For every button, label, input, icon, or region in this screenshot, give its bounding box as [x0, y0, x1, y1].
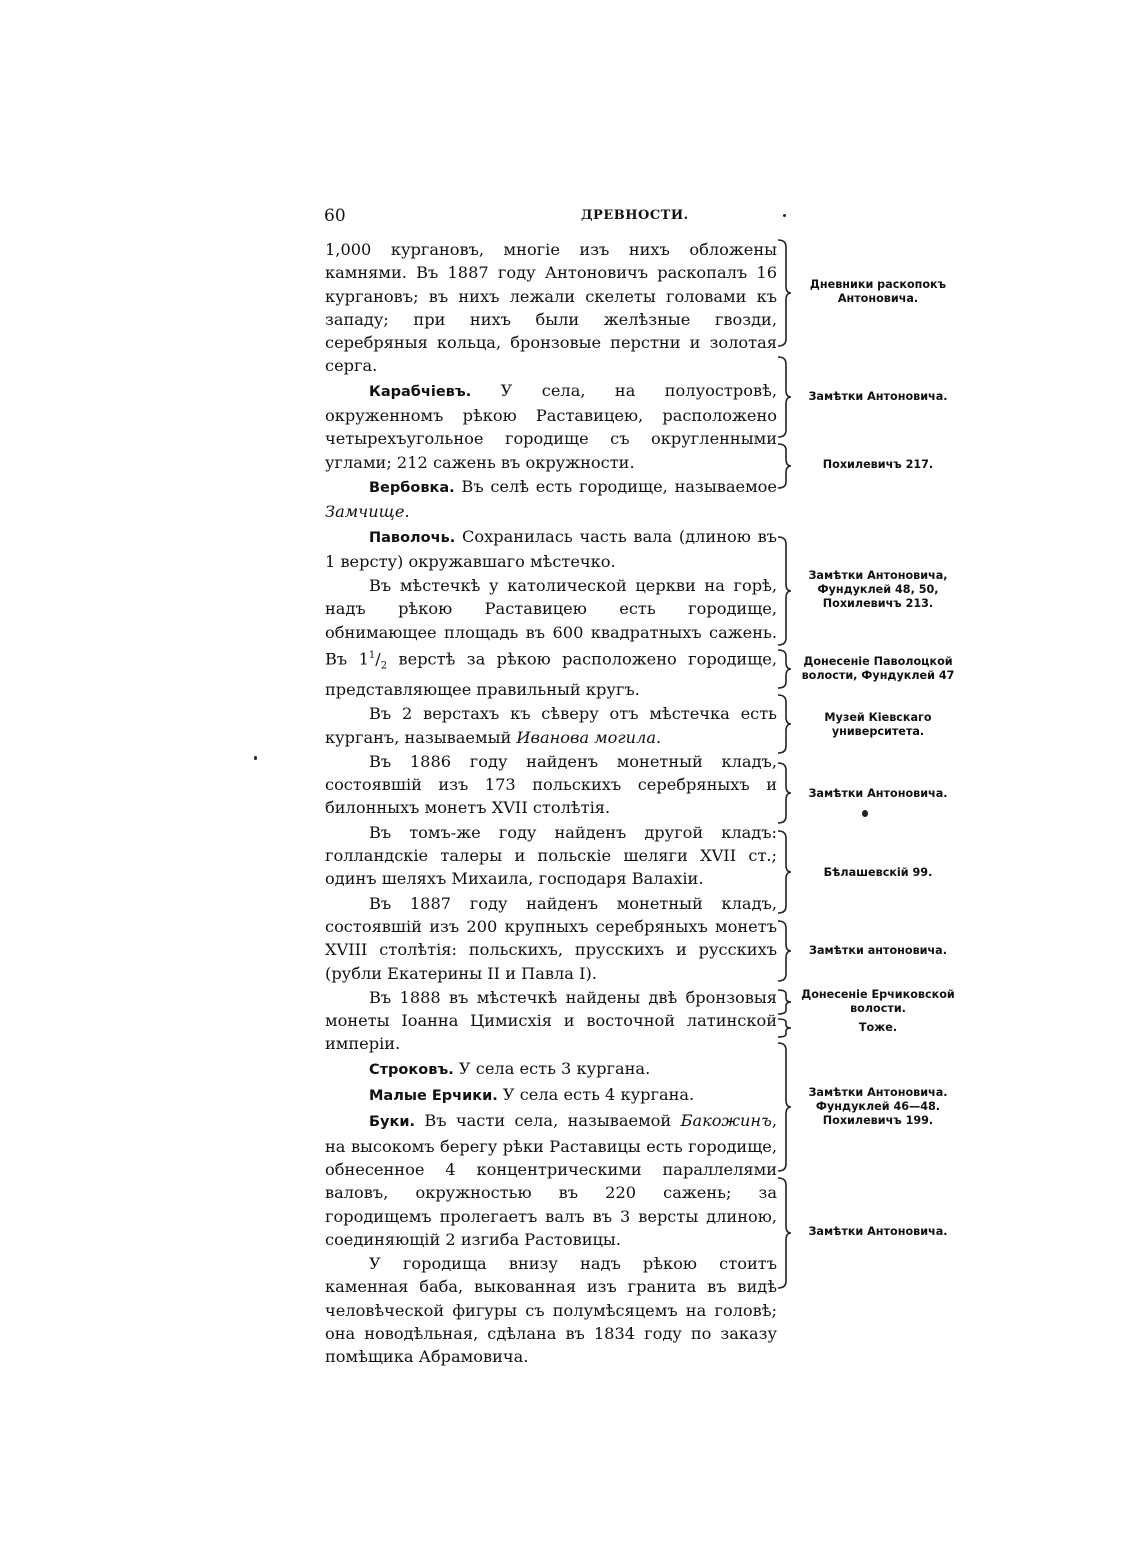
brace-icon: [776, 1042, 792, 1172]
margin-note: Замѣтки Антоновича.: [808, 1225, 948, 1238]
fraction-numerator: 1: [368, 650, 376, 662]
ink-speck: [254, 756, 257, 760]
paragraph-text: , на высокомъ берегу рѣки Раставицы есть городище, обнесенное 4 концентрическими параллелями валовъ, окружностью въ 220 сажень; за городищемъ пролегаетъ валъ въ 3 версты длиною, соединяющій 2 изгиба Растовицы.: [325, 1111, 777, 1249]
paragraph-text: Въ 2 верстахъ къ сѣверу отъ мѣстечка есть курганъ, называемый: [325, 704, 777, 747]
paragraph-6: [325, 702, 777, 749]
paragraph-text: Въ мѣстечкѣ у католической церкви на горѣ, надъ рѣкою Раставицею есть городище, обнимающее площадь въ 600 квадратныхъ сажень. Въ 1: [325, 576, 777, 669]
paragraph-text: Въ селѣ есть городище, называемое: [454, 476, 777, 496]
brace-icon: [776, 649, 792, 689]
paragraph-text: Въ части села, называемой: [415, 1111, 681, 1131]
paragraph-1: 1,000 кургановъ, многіе изъ нихъ обложены камнями. Въ 1887 году Антоновичъ раскопалъ 16 кургановъ; въ нихъ лежали скелеты головами къ западу; при нихъ были желѣзные гвозди, серебряныя кольца, бронзовые перстни и золотая серга.: [325, 240, 777, 376]
paragraph-text: .: [655, 727, 662, 747]
brace-icon: [776, 920, 792, 982]
margin-note: Замѣтки Антоновича.: [808, 787, 948, 800]
ink-speck: [783, 214, 786, 217]
italic-name: Иванова могила: [516, 727, 656, 747]
paragraph-karabchiev: [325, 379, 777, 474]
page-number: 60: [324, 206, 346, 226]
paragraph-5: [325, 574, 777, 701]
ink-speck: [862, 810, 868, 817]
margin-note: Донесеніе Паволоцкой волости, Фундуклей 47: [801, 655, 955, 682]
brace-icon: [776, 694, 792, 754]
margin-note: Донесеніе Ерчиковской волости.: [801, 988, 955, 1015]
fraction-denominator: 2: [380, 660, 388, 672]
paragraph-text: верстѣ за рѣкою расположено городище, представляющее правильный кругъ.: [325, 649, 777, 699]
paragraph-malye-erchiki: [325, 1083, 777, 1108]
margin-note: Замѣтки Антоновича.: [808, 390, 948, 403]
paragraph-text: У села есть 3 кургана.: [453, 1058, 651, 1078]
brace-icon: [776, 830, 792, 914]
paragraph-strokov: [325, 1057, 777, 1082]
place-name: Строковъ.: [369, 1061, 454, 1078]
paragraph-text: У села есть 4 кургана.: [497, 1085, 695, 1105]
margin-note: Замѣтки антоновича.: [809, 944, 947, 957]
paragraph-9: Въ 1887 году найденъ монетный кладъ, состоявшій изъ 200 крупныхъ серебряныхъ монетъ XVIII столѣтія: польскихъ, прусскихъ и русскихъ (рубли Екатерины II и Павла I).: [325, 893, 777, 983]
margin-note: Похилевичъ 217.: [822, 458, 934, 471]
running-title: ДРЕВНОСТИ.: [581, 208, 689, 223]
margin-note: Замѣтки Антоновича, Фундуклей 48, 50, Похилевичъ 213.: [808, 569, 948, 610]
brace-icon: [776, 536, 792, 646]
margin-note: Музей Кіевскаго университета.: [824, 711, 932, 738]
brace-icon: [776, 443, 792, 489]
italic-name: Замчище: [325, 502, 405, 522]
margin-note: Замѣтки Антоновича. Фундуклей 46—48. Похилевичъ 199.: [808, 1086, 948, 1127]
place-name: Карабчіевъ.: [369, 383, 472, 400]
fraction-slash: /: [375, 649, 381, 669]
brace-icon: [776, 356, 792, 438]
paragraph-text: Сохранилась часть вала (длиною въ 1 версту) окружавшаго мѣстечко.: [325, 526, 777, 571]
brace-icon: [776, 762, 792, 824]
place-name: Малые Ерчики.: [369, 1088, 498, 1105]
main-text: [325, 238, 777, 1369]
paragraph-text: .: [404, 502, 410, 522]
paragraph-14: У городища внизу надъ рѣкою стоитъ каменная баба, выкованная изъ гранита въ видѣ человѣческой фигуры съ полумѣсяцемъ на головѣ; она новодѣльная, сдѣлана въ 1834 году по заказу помѣщика Абрамовича.: [325, 1254, 777, 1367]
paragraph-buki: [325, 1109, 777, 1251]
brace-icon: [776, 989, 792, 1015]
brace-icon: [776, 1018, 792, 1038]
place-name: Вербовка.: [369, 479, 455, 496]
place-name: Паволочь.: [369, 529, 456, 546]
paragraph-pavoloch: [325, 525, 777, 574]
brace-icon: [776, 239, 792, 347]
paragraph-10: Въ 1888 въ мѣстечкѣ найдены двѣ бронзовыя монеты Іоанна Цимисхія и восточной латинской имперіи.: [325, 987, 777, 1054]
paragraph-text: У села, на полуостровѣ, окруженномъ рѣкою Раставицею, расположено четырехъугольное городище съ округленными углами; 212 сажень въ окружности.: [325, 380, 777, 472]
paragraph-verbovka: [325, 475, 777, 524]
brace-icon: [776, 1177, 792, 1289]
margin-note: Тоже.: [858, 1021, 898, 1034]
margin-note: Дневники раскопокъ Антоновича.: [809, 278, 947, 305]
margin-note: Бѣлашевскій 99.: [823, 866, 933, 879]
paragraph-8: Въ томъ-же году найденъ другой кладъ: голландскіе талеры и польскіе шеляги XVII ст.; одинъ шеляхъ Михаила, господаря Валахіи.: [325, 822, 777, 889]
paragraph-7: Въ 1886 году найденъ монетный кладъ, состоявшій изъ 173 польскихъ серебряныхъ и билонныхъ монетъ XVII столѣтія.: [325, 751, 777, 818]
italic-name: Бакожинъ: [680, 1111, 772, 1131]
place-name: Буки.: [369, 1114, 416, 1131]
